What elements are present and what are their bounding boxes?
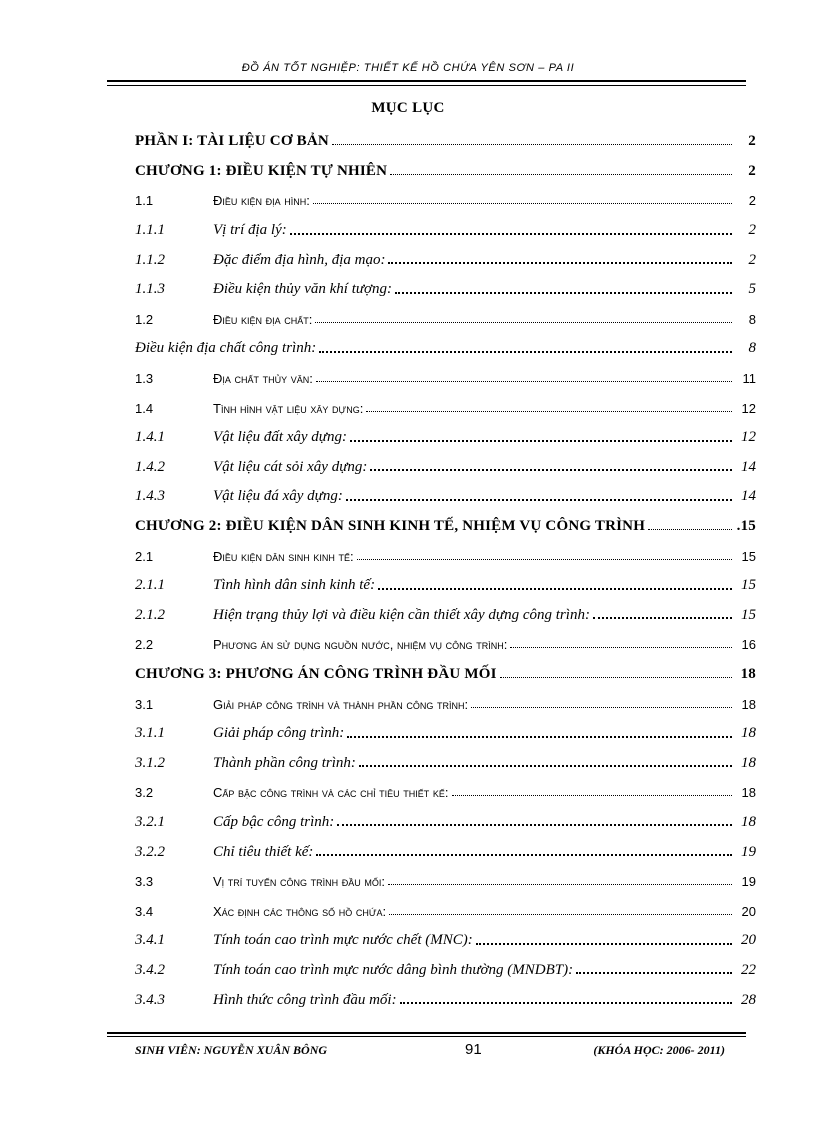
toc-dot-leader (346, 499, 732, 501)
toc-entry-page: 15 (741, 606, 756, 623)
toc-entry-label: Tính toán cao trình mực nước dâng bình thường (MNDBT): (213, 961, 574, 978)
toc-dot-leader (332, 144, 732, 145)
toc-entry[interactable] (135, 660, 756, 690)
toc-entry-number: 1.1.1 (135, 222, 165, 239)
toc-dot-leader (510, 647, 732, 648)
table-of-contents (135, 127, 756, 1015)
toc-entry[interactable] (135, 719, 756, 749)
toc-dot-leader (315, 322, 732, 323)
toc-entry-label: Hiện trạng thủy lợi và điều kiện cần thiết xây dựng công trình: (213, 606, 590, 623)
toc-title: MỤC LỤC (371, 100, 445, 116)
toc-entry-page: 20 (741, 903, 756, 919)
toc-entry[interactable] (135, 186, 756, 216)
toc-dot-leader (316, 854, 732, 856)
toc-entry-page: 20 (741, 932, 756, 949)
toc-entry-number: 3.1.1 (135, 725, 165, 742)
toc-entry-number: 3.3 (135, 874, 154, 890)
toc-dot-leader (593, 617, 732, 619)
toc-entry[interactable] (135, 157, 756, 187)
toc-dot-leader (337, 824, 732, 826)
toc-entry-label: Vật liệu đất xây dựng: (213, 429, 347, 446)
toc-entry[interactable] (135, 867, 756, 897)
toc-entry[interactable] (135, 926, 756, 956)
toc-entry-page: 12 (741, 429, 756, 446)
toc-entry[interactable] (135, 482, 756, 512)
toc-entry-number: 1.4.2 (135, 458, 165, 475)
toc-entry-label: Điều kiện địa chất: (213, 311, 313, 327)
toc-entry-page: 18 (741, 785, 756, 801)
toc-entry-label: Vật liệu cát sỏi xây dựng: (213, 458, 368, 475)
toc-entry-page: 18 (741, 754, 756, 771)
toc-entry-page: 2 (748, 193, 756, 209)
toc-dot-leader (576, 972, 732, 974)
toc-entry-label: Vị trí địa lý: (213, 222, 287, 239)
toc-entry-number: 1.2 (135, 311, 154, 327)
footer-rule-thin (107, 1036, 746, 1037)
toc-entry-page: 18 (741, 696, 756, 712)
toc-entry-page: 2 (748, 162, 756, 179)
page-footer (135, 1043, 725, 1063)
toc-entry[interactable] (135, 571, 756, 601)
toc-entry-number: 1.1.2 (135, 251, 165, 268)
toc-dot-leader (359, 765, 732, 767)
toc-entry-page: 28 (741, 991, 756, 1008)
toc-entry-number: 2.1.2 (135, 606, 165, 623)
toc-entry-page: 2 (748, 251, 756, 268)
toc-entry-page: 16 (741, 637, 756, 653)
toc-entry-page: 14 (741, 458, 756, 475)
toc-entry-label: Phương án sử dụng nguồn nước, nhiệm vụ công trình: (213, 637, 508, 653)
toc-entry[interactable] (135, 630, 756, 660)
toc-entry-page: 18 (740, 665, 756, 682)
toc-entry-number: 1.1 (135, 193, 154, 209)
footer-student-name: SINH VIÊN: NGUYỄN XUÂN BÔNG (135, 1043, 328, 1057)
toc-entry-number: 2.1 (135, 548, 154, 564)
toc-entry[interactable] (135, 837, 756, 867)
toc-entry-page: 22 (741, 961, 756, 978)
toc-entry-page: 18 (741, 813, 756, 830)
toc-entry[interactable] (135, 896, 756, 926)
toc-entry[interactable] (135, 985, 756, 1015)
toc-entry-label: Giải pháp công trình và thành phần công trình: (213, 696, 469, 712)
toc-entry[interactable] (135, 748, 756, 778)
toc-dot-leader (370, 469, 732, 471)
toc-entry-page: 5 (748, 281, 756, 298)
toc-entry-label: CHƯƠNG 2: ĐIỀU KIỆN DÂN SINH KINH TẾ, NHIỆM VỤ CÔNG TRÌNH (135, 518, 646, 535)
toc-dot-leader (290, 233, 732, 235)
toc-entry[interactable] (135, 778, 756, 808)
toc-entry-number: 3.1.2 (135, 754, 165, 771)
toc-entry-label: CHƯƠNG 1: ĐIỀU KIỆN TỰ NHIÊN (135, 162, 388, 179)
toc-entry-number: 1.4.1 (135, 429, 165, 446)
toc-entry[interactable] (135, 275, 756, 305)
toc-entry-label: Giải pháp công trình: (213, 725, 345, 742)
toc-entry-number: 3.2.2 (135, 843, 165, 860)
toc-dot-leader (471, 707, 732, 708)
toc-dot-leader (388, 262, 732, 264)
toc-entry-page: 8 (748, 311, 756, 327)
toc-entry-label: Đặc điểm địa hình, địa mạo: (213, 251, 386, 268)
toc-entry[interactable] (135, 541, 756, 571)
toc-dot-leader (350, 440, 732, 442)
toc-entry[interactable] (135, 245, 756, 275)
toc-entry-label: Chỉ tiêu thiết kế: (213, 843, 314, 860)
toc-dot-leader (366, 411, 732, 412)
toc-entry-number: 2.1.1 (135, 577, 165, 594)
toc-entry[interactable] (135, 453, 756, 483)
toc-entry-page: .15 (736, 518, 756, 535)
toc-dot-leader (316, 381, 732, 382)
toc-entry-number: 3.1 (135, 696, 154, 712)
toc-dot-leader (452, 795, 732, 796)
toc-dot-leader (400, 1002, 732, 1004)
toc-dot-leader (500, 677, 732, 678)
toc-entry-label: Điều kiện địa chất công trình: (135, 340, 317, 357)
toc-entry-number: 1.4 (135, 400, 154, 416)
toc-entry-label: Tình hình dân sinh kinh tế: (213, 577, 376, 594)
toc-entry[interactable] (135, 601, 756, 631)
toc-entry-page: 2 (748, 222, 756, 239)
toc-entry-number: 3.4 (135, 903, 154, 919)
toc-entry-label: Cấp bậc công trình: (213, 813, 335, 830)
toc-entry-page: 12 (741, 400, 756, 416)
toc-dot-leader (388, 884, 732, 885)
toc-dot-leader (357, 559, 732, 560)
toc-entry[interactable] (135, 334, 756, 364)
toc-entry-label: Xác định các thông số hồ chứa: (213, 903, 387, 919)
toc-entry-label: Địa chất thủy văn: (213, 371, 313, 387)
toc-entry-number: 3.4.3 (135, 991, 165, 1008)
toc-entry-page: 15 (741, 548, 756, 564)
toc-entry[interactable] (135, 364, 756, 394)
running-header: ĐỒ ÁN TỐT NGHIỆP: THIẾT KẾ HỒ CHỨA YÊN SƠN – PA II (241, 62, 575, 74)
toc-entry[interactable] (135, 127, 756, 157)
toc-entry-page: 11 (742, 371, 756, 387)
toc-entry[interactable] (135, 956, 756, 986)
footer-page-number: 91 (465, 1041, 482, 1058)
toc-entry-number: 2.2 (135, 637, 154, 653)
toc-entry-page: 8 (748, 340, 756, 357)
toc-entry[interactable] (135, 393, 756, 423)
toc-entry-number: 1.3 (135, 371, 154, 387)
toc-dot-leader (395, 292, 732, 294)
toc-dot-leader (319, 351, 732, 353)
toc-dot-leader (389, 914, 732, 915)
toc-entry[interactable] (135, 216, 756, 246)
toc-entry-page: 19 (741, 843, 756, 860)
toc-entry-label: CHƯƠNG 3: PHƯƠNG ÁN CÔNG TRÌNH ĐẦU MỐI (135, 665, 497, 682)
header-rule-thin (107, 85, 746, 86)
toc-entry-number: 3.4.2 (135, 961, 165, 978)
toc-entry-page: 15 (741, 577, 756, 594)
toc-entry-label: Hình thức công trình đầu mối: (213, 991, 397, 1008)
toc-entry-page: 14 (741, 488, 756, 505)
toc-entry[interactable] (135, 512, 756, 542)
toc-entry-number: 3.4.1 (135, 932, 165, 949)
toc-entry-label: Điều kiện địa hình: (213, 193, 310, 209)
toc-entry-label: Cấp bậc công trình và các chỉ tiêu thiết kế: (213, 785, 449, 801)
toc-entry-number: 3.2 (135, 785, 154, 801)
toc-entry-number: 3.2.1 (135, 813, 165, 830)
toc-entry-label: PHẦN I: TÀI LIỆU CƠ BẢN (135, 133, 329, 150)
toc-entry-label: Tình hình vật liệu xây dựng: (213, 400, 364, 416)
toc-dot-leader (313, 203, 732, 204)
footer-course: (KHÓA HỌC: 2006- 2011) (593, 1043, 725, 1057)
toc-dot-leader (390, 174, 732, 175)
toc-entry-label: Điều kiện dân sinh kinh tế: (213, 548, 354, 564)
header-rule-thick (107, 80, 746, 82)
toc-entry[interactable] (135, 423, 756, 453)
toc-entry-page: 2 (748, 133, 756, 150)
toc-entry-label: Vật liệu đá xây dựng: (213, 488, 343, 505)
toc-entry[interactable] (135, 808, 756, 838)
toc-entry-label: Tính toán cao trình mực nước chết (MNC): (213, 932, 473, 949)
toc-dot-leader (378, 588, 732, 590)
toc-dot-leader (347, 736, 732, 738)
toc-entry-label: Điều kiện thủy văn khí tượng: (213, 281, 393, 298)
toc-entry[interactable] (135, 305, 756, 335)
toc-entry-label: Vị trí tuyến công trình đầu mối: (213, 874, 385, 890)
toc-entry-number: 1.4.3 (135, 488, 165, 505)
toc-entry-page: 18 (741, 725, 756, 742)
toc-entry[interactable] (135, 689, 756, 719)
toc-dot-leader (476, 943, 732, 945)
toc-entry-page: 19 (741, 874, 756, 890)
toc-dot-leader (648, 529, 732, 530)
toc-entry-label: Thành phần công trình: (213, 754, 356, 771)
toc-entry-number: 1.1.3 (135, 281, 165, 298)
footer-rule-thick (107, 1032, 746, 1034)
